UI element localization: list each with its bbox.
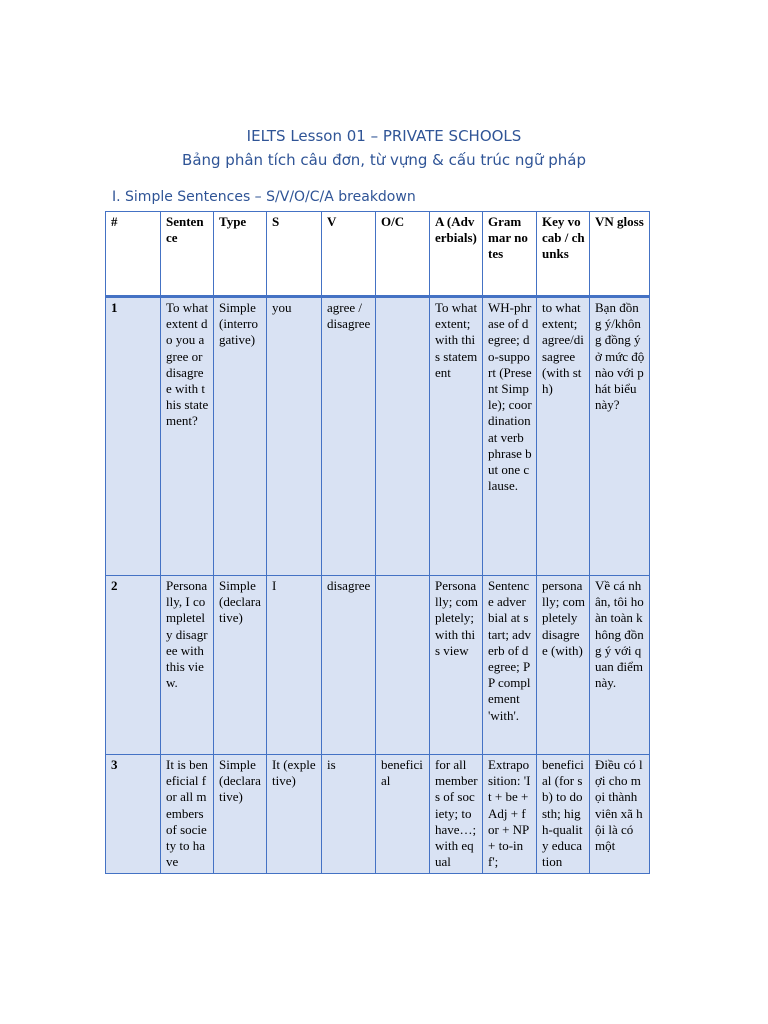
table-cell: personally; completely disagree (with) — [537, 576, 590, 755]
table-cell: WH-phrase of degree; do-support (Present Simple); coordination at verb phrase but one clause. — [483, 297, 537, 576]
table-cell: It (expletive) — [267, 755, 322, 874]
table-cell: To what extent do you agree or disagree with this statement? — [161, 297, 214, 576]
header-cell: A (Adverbials) — [430, 212, 483, 297]
table-cell: To what extent; with this statement — [430, 297, 483, 576]
table-cell: 3 — [106, 755, 161, 874]
header-cell: # — [106, 212, 161, 297]
table-cell: beneficial — [376, 755, 430, 874]
header-cell: Type — [214, 212, 267, 297]
table-cell: Extraposition: 'It + be + Adj + for + NP + to-inf'; — [483, 755, 537, 874]
header-cell: Sentence — [161, 212, 214, 297]
document-subtitle: Bảng phân tích câu đơn, từ vựng & cấu trúc ngữ pháp — [182, 151, 586, 169]
table-cell: agree / disagree — [322, 297, 376, 576]
header-cell: S — [267, 212, 322, 297]
section-heading: I. Simple Sentences – S/V/O/C/A breakdown — [112, 189, 416, 205]
table-cell: Simple (interrogative) — [214, 297, 267, 576]
table-cell: for all members of society; to have…; with equal — [430, 755, 483, 874]
table-cell: disagree — [322, 576, 376, 755]
table-cell: Personally, I completely disagree with this view. — [161, 576, 214, 755]
header-cell: Key vocab / chunks — [537, 212, 590, 297]
table-cell: beneficial (for sb) to do sth; high-quality education — [537, 755, 590, 874]
table-row — [106, 297, 650, 576]
header-cell: VN gloss — [590, 212, 650, 297]
table-cell: to what extent; agree/disagree (with sth) — [537, 297, 590, 576]
table-cell: Về cá nhân, tôi hoàn toàn không đồng ý với quan điểm này. — [590, 576, 650, 755]
table-header-row — [106, 212, 650, 297]
table-cell: It is beneficial for all members of society to have — [161, 755, 214, 874]
header-cell: O/C — [376, 212, 430, 297]
table-row — [106, 576, 650, 755]
header-cell: Grammar notes — [483, 212, 537, 297]
table-cell — [376, 576, 430, 755]
table-cell: Simple (declarative) — [214, 755, 267, 874]
table-cell: 1 — [106, 297, 161, 576]
table-cell: Personally; completely; with this view — [430, 576, 483, 755]
table-cell: you — [267, 297, 322, 576]
table-cell — [376, 297, 430, 576]
table-cell: I — [267, 576, 322, 755]
table-cell: Điều có lợi cho mọi thành viên xã hội là có một — [590, 755, 650, 874]
document-title: IELTS Lesson 01 – PRIVATE SCHOOLS — [246, 127, 522, 145]
table-cell: Sentence adverbial at start; adverb of degree; PP complement 'with'. — [483, 576, 537, 755]
table-cell: is — [322, 755, 376, 874]
table-cell: Bạn đồng ý/không đồng ý ở mức độ nào với phát biểu này? — [590, 297, 650, 576]
analysis-table — [105, 211, 650, 874]
table-cell: Simple (declarative) — [214, 576, 267, 755]
table-row — [106, 755, 650, 874]
header-cell: V — [322, 212, 376, 297]
table-cell: 2 — [106, 576, 161, 755]
